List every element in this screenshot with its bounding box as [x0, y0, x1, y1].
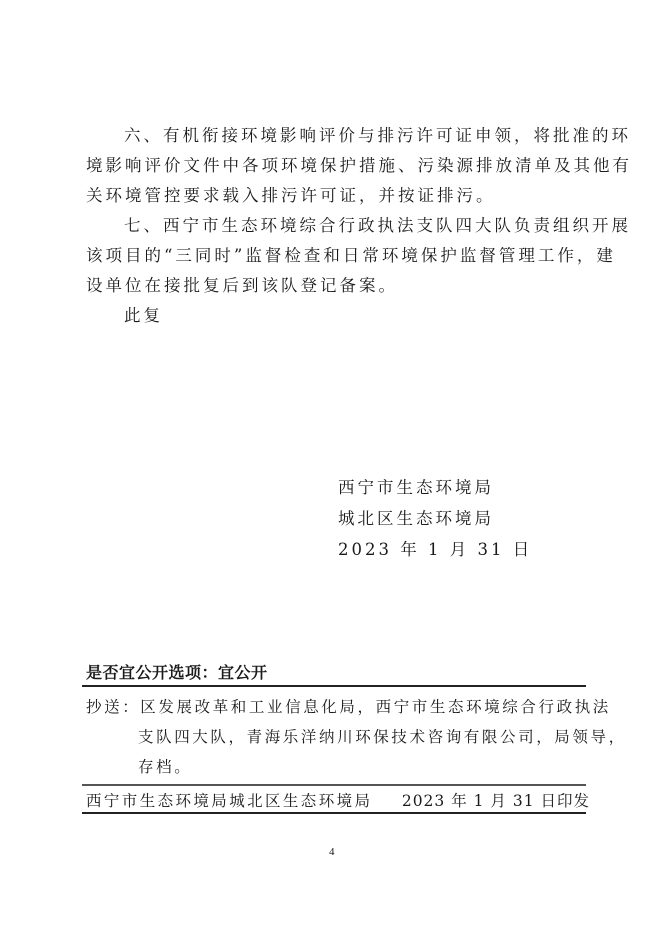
divider-top: [82, 685, 586, 687]
cc-line: 存档。: [138, 758, 193, 776]
divider-bottom: [82, 812, 586, 814]
cc-block: [86, 692, 627, 782]
closing-text: 此复: [124, 306, 163, 325]
closing-remark: [86, 301, 590, 331]
paragraph-seven: [86, 211, 631, 301]
paragraph-line: 七、西宁市生态环境综合行政执法支队四大队负责组织开展: [124, 216, 631, 235]
paragraph-line: 该项目的“三同时”监督检查和日常环境保护监督管理工作，建: [86, 246, 616, 265]
signature-date: 2023 年 1 月 31 日: [338, 540, 533, 559]
paragraph-line: 六、有机衔接环境影响评价与排污许可证申领，将批准的环: [124, 126, 631, 145]
page-number: 4: [329, 846, 335, 858]
signature-org-1: 西宁市生态环境局: [338, 478, 494, 497]
cc-line: 支队四大队，青海乐洋纳川环保技术咨询有限公司，局领导，: [138, 728, 627, 746]
issuer: 西宁市生态环境局城北区生态环境局: [86, 792, 373, 810]
paragraph-line: 设单位在接批复后到该队登记备案。: [86, 276, 398, 295]
divider-middle: [82, 784, 586, 786]
print-date: 2023 年 1 月 31 日印发: [401, 792, 590, 810]
paragraph-line: 境影响评价文件中各项环境保护措施、污染源排放清单及其他有: [86, 156, 632, 175]
signature-org-2: 城北区生态环境局: [338, 509, 494, 528]
paragraph-line: 关环境管控要求载入排污许可证，并按证排污。: [86, 186, 496, 205]
publication-option: 是否宜公开选项：宜公开: [86, 663, 268, 682]
cc-line: 抄送：区发展改革和工业信息化局，西宁市生态环境综合行政执法: [86, 698, 611, 716]
paragraph-six: [86, 121, 632, 211]
